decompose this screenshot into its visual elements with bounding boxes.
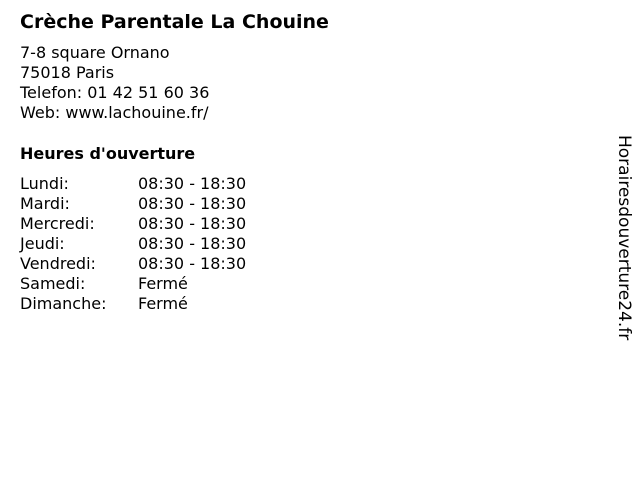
time-value: Fermé [138,294,188,313]
hours-row-tuesday [20,194,246,214]
time-value: 08:30 - 18:30 [138,194,247,213]
address-street: 7-8 square Ornano [20,43,170,62]
day-label: Mercredi: [20,214,95,233]
hours-row-wednesday [20,214,246,234]
hours-row-friday [20,254,246,274]
hours-heading: Heures d'ouverture [20,144,196,163]
day-label: Samedi: [20,274,86,293]
business-name: Crèche Parentale La Chouine [20,11,329,33]
web-label: Web: [20,103,66,122]
web-link[interactable]: www.lachouine.fr/ [65,103,209,122]
time-value: 08:30 - 18:30 [138,174,247,193]
time-value: Fermé [138,274,188,293]
hours-table [20,174,246,314]
address-city: 75018 Paris [20,63,115,82]
day-label: Mardi: [20,194,70,213]
time-value: 08:30 - 18:30 [138,254,247,273]
watermark-text: Horairesdouverture24.fr [614,135,634,341]
watermark [612,135,636,345]
address-block [20,43,209,123]
hours-row-saturday [20,274,246,294]
day-label: Jeudi: [20,234,65,253]
hours-row-thursday [20,234,246,254]
time-value: 08:30 - 18:30 [138,234,247,253]
web-line [20,103,209,123]
day-label: Dimanche: [20,294,107,313]
hours-row-monday [20,174,246,194]
time-value: 08:30 - 18:30 [138,214,247,233]
day-label: Lundi: [20,174,69,193]
phone-line: Telefon: 01 42 51 60 36 [20,83,210,102]
hours-row-sunday [20,294,246,314]
day-label: Vendredi: [20,254,96,273]
